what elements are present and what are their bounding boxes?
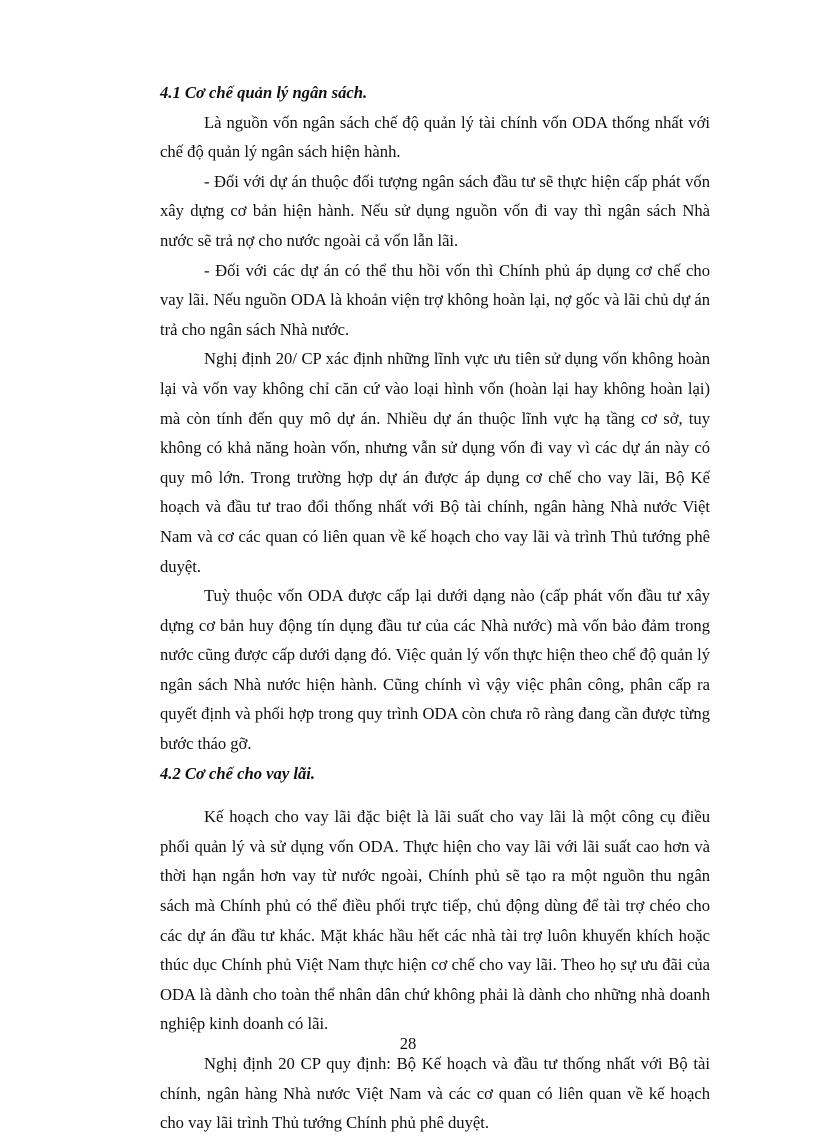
paragraph: Tuỳ thuộc vốn ODA được cấp lại dưới dạng nào (cấp phát vốn đầu tư xây dựng cơ bản huy động tín dụng đầu tư của các Nhà nước) mà vốn bảo đảm trong nước cũng được cấp dưới dạng đó. Việc quản lý vốn thực hiện theo chế độ quản lý ngân sách Nhà nước hiện hành. Cũng chính vì vậy việc phân công, phân cấp ra quyết định và phối hợp trong quy trình ODA còn chưa rõ ràng đang cần được từng bước tháo gỡ.	[160, 586, 710, 754]
section-heading-4-1: 4.1 Cơ chế quản lý ngân sách.	[160, 83, 368, 102]
paragraph: Kế hoạch cho vay lãi đặc biệt là lãi suất cho vay lãi là một công cụ điều phối quản lý và sử dụng vốn ODA. Thực hiện cho vay lãi với lãi suất cao hơn và thời hạn ngắn hơn vay từ nước ngoài, Chính phủ sẽ tạo ra một nguồn thu ngân sách mà Chính phủ có thể điều phối trực tiếp, chủ động dùng để tài trợ chéo cho các dự án đầu tư khác. Mặt khác hầu hết các nhà tài trợ luôn khuyến khích hoặc thúc dục Chính phủ Việt Nam thực hiện cơ chế cho vay lãi. Theo họ sự ưu đãi của ODA là dành cho toàn thể nhân dân chứ không phải là dành cho những nhà doanh nghiệp kinh doanh có lãi.	[160, 807, 710, 1034]
page-number: 28	[399, 1034, 417, 1053]
paragraph: - Đối với dự án thuộc đối tượng ngân sách đầu tư sẽ thực hiện cấp phát vốn xây dựng cơ bản hiện hành. Nếu sử dụng nguồn vốn đi vay thì ngân sách Nhà nước sẽ trả nợ cho nước ngoài cả vốn lẫn lãi.	[160, 171, 710, 250]
paragraph: - Đối với các dự án có thể thu hồi vốn thì Chính phủ áp dụng cơ chế cho vay lãi. Nếu nguồn ODA là khoản viện trợ không hoàn lại, nợ gốc và lãi chủ dự án trả cho ngân sách Nhà nước.	[160, 260, 710, 339]
paragraph: Nghị định 20 CP quy định: Bộ Kế hoạch và đầu tư thống nhất với Bộ tài chính, ngân hàng Nhà nước Việt Nam và các cơ quan có liên quan về kế hoạch cho vay lãi trình Thủ tướng Chính phủ phê duyệt.	[160, 1054, 710, 1133]
paragraph: Là nguồn vốn ngân sách chế độ quản lý tài chính vốn ODA thống nhất với chế độ quản lý ngân sách hiện hành.	[160, 112, 710, 162]
paragraph: Nghị định 20/ CP xác định những lĩnh vực ưu tiên sử dụng vốn không hoàn lại và vốn vay không chỉ căn cứ vào loại hình vốn (hoàn lại hay không hoàn lại) mà còn tính đến quy mô dự án. Nhiều dự án thuộc lĩnh vực hạ tầng cơ sở, tuy không có khả năng hoàn vốn, nhưng vẫn sử dụng vốn đi vay vì các dự án này có quy mô lớn. Trong trường hợp dự án được áp dụng cơ chế cho vay lãi, Bộ Kế hoạch và đầu tư trao đổi thống nhất với Bộ tài chính, ngân hàng Nhà nước Việt Nam và cơ các quan có liên quan về kế hoạch cho vay lãi và trình Thủ tướng phê duyệt.	[160, 349, 710, 576]
document-page	[160, 78, 710, 1138]
section-heading-4-2: 4.2 Cơ chế cho vay lãi.	[160, 763, 315, 783]
